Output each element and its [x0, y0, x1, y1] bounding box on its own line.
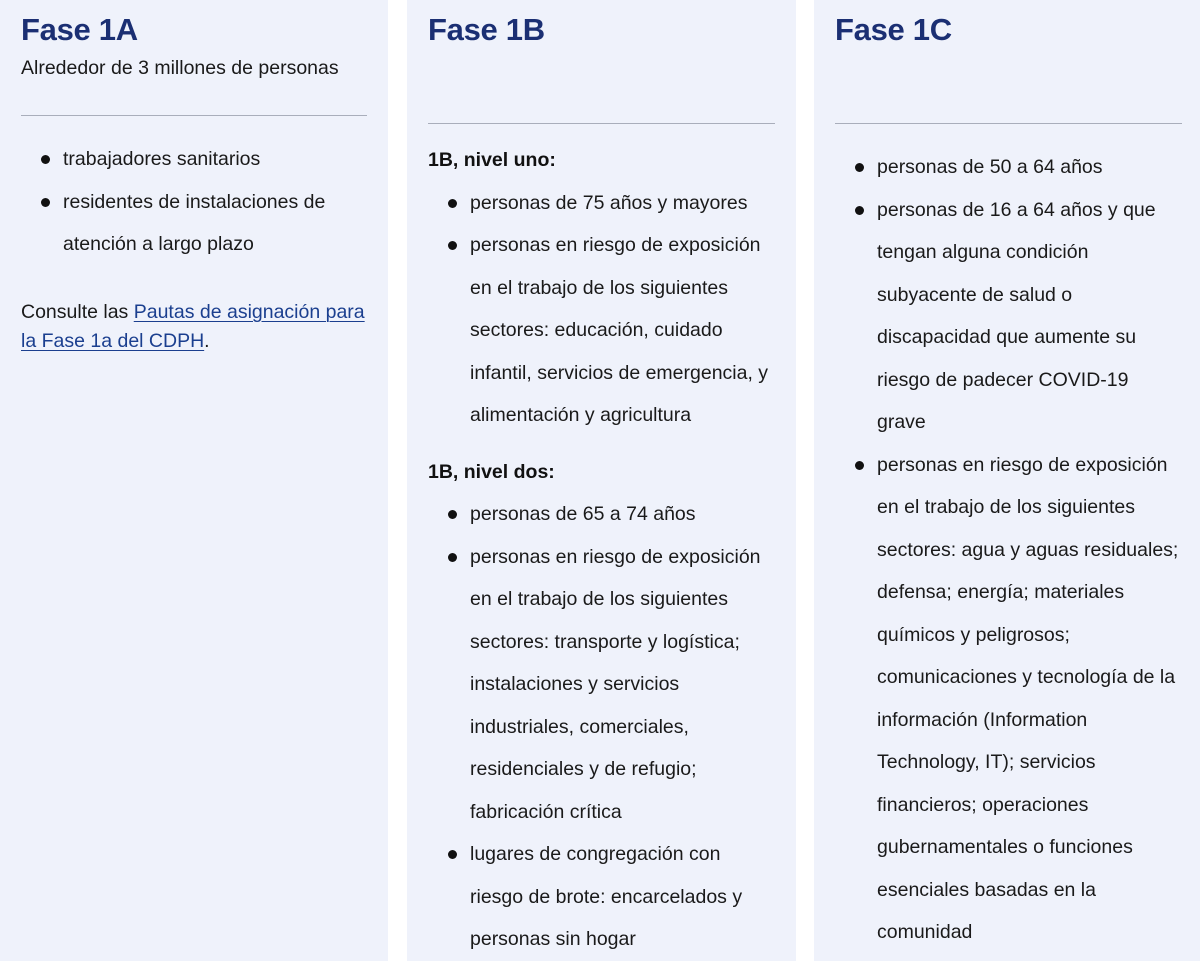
- phase-1b-divider: [428, 123, 775, 124]
- phase-1b-column: [407, 0, 796, 961]
- list-item-text: lugares de congregación con riesgo de brote: encarcelados y personas sin hogar: [470, 843, 743, 950]
- bullet-icon: [448, 553, 457, 562]
- list-item: [428, 224, 775, 437]
- list-item-text: personas de 16 a 64 años y que tengan alguna condición subyacente de salud o discapacidad que aumente su riesgo de padecer COVID-19 grave: [877, 198, 1156, 433]
- list-item: [835, 444, 1182, 954]
- bullet-icon: [855, 206, 864, 215]
- note-suffix: .: [204, 329, 210, 352]
- list-item: [428, 833, 775, 961]
- list-item-text: personas en riesgo de exposición en el trabajo de los siguientes sectores: agua y aguas residuales; defensa; energía; materiales químicos y peligrosos; comunicaciones y tecnología de la información (Information Technology, IT); servicios financieros; operaciones gubernamentales o funciones esenciales basadas en la comunidad: [877, 453, 1179, 943]
- list-item-text: trabajadores sanitarios: [63, 148, 261, 170]
- bullet-icon: [855, 461, 864, 470]
- level-one-list: [428, 182, 775, 437]
- list-item-text: personas en riesgo de exposición en el trabajo de los siguientes sectores: transporte y logística; instalaciones y servicios industriales, comerciales, residenciales y de refugio; fabricación crítica: [470, 545, 761, 823]
- bullet-icon: [448, 199, 457, 208]
- list-item-text: personas de 50 a 64 años: [877, 156, 1103, 178]
- phase-1a-title: Fase 1A: [21, 12, 138, 47]
- list-item-text: personas de 75 años y mayores: [470, 191, 748, 214]
- bullet-icon: [855, 163, 864, 172]
- bullet-icon: [448, 850, 457, 859]
- bullet-icon: [448, 241, 457, 250]
- list-item: [428, 493, 775, 536]
- list-item: [835, 146, 1182, 189]
- level-one-heading: 1B, nivel uno:: [428, 149, 556, 171]
- phase-1a-subtitle: Alrededor de 3 millones de personas: [21, 57, 339, 79]
- bullet-icon: [41, 155, 50, 164]
- list-item-text: residentes de instalaciones de atención a largo plazo: [63, 190, 326, 255]
- cdph-guidelines-link[interactable]: Pautas de asignación para la Fase 1a del CDPH: [21, 300, 365, 352]
- note-prefix: Consulte las: [21, 300, 134, 323]
- phase-1b-title: Fase 1B: [428, 12, 545, 47]
- list-item: [428, 182, 775, 225]
- level-two-heading: 1B, nivel dos:: [428, 460, 555, 483]
- list-item-text: personas de 65 a 74 años: [470, 503, 696, 525]
- list-item: [21, 181, 367, 266]
- phase-1c-title: Fase 1C: [835, 12, 952, 47]
- list-item-text: personas en riesgo de exposición en el trabajo de los siguientes sectores: educación, cuidado infantil, servicios de emergencia, y alimentación y agricultura: [470, 234, 769, 426]
- phase-1a-column: [0, 0, 388, 961]
- phase-1c-list: [835, 146, 1182, 954]
- phase-1b-subtitle: [428, 50, 775, 94]
- list-item: [21, 138, 367, 181]
- list-item: [428, 536, 775, 834]
- phase-1a-divider: [21, 115, 367, 116]
- phase-1a-note: [21, 298, 367, 356]
- phase-1c-subtitle: [835, 50, 1182, 94]
- list-item: [835, 189, 1182, 444]
- level-two-list: [428, 493, 775, 961]
- phase-1a-list: [21, 138, 367, 266]
- phase-1c-column: [814, 0, 1200, 961]
- bullet-icon: [41, 198, 50, 207]
- bullet-icon: [448, 510, 457, 519]
- phase-1c-divider: [835, 123, 1182, 124]
